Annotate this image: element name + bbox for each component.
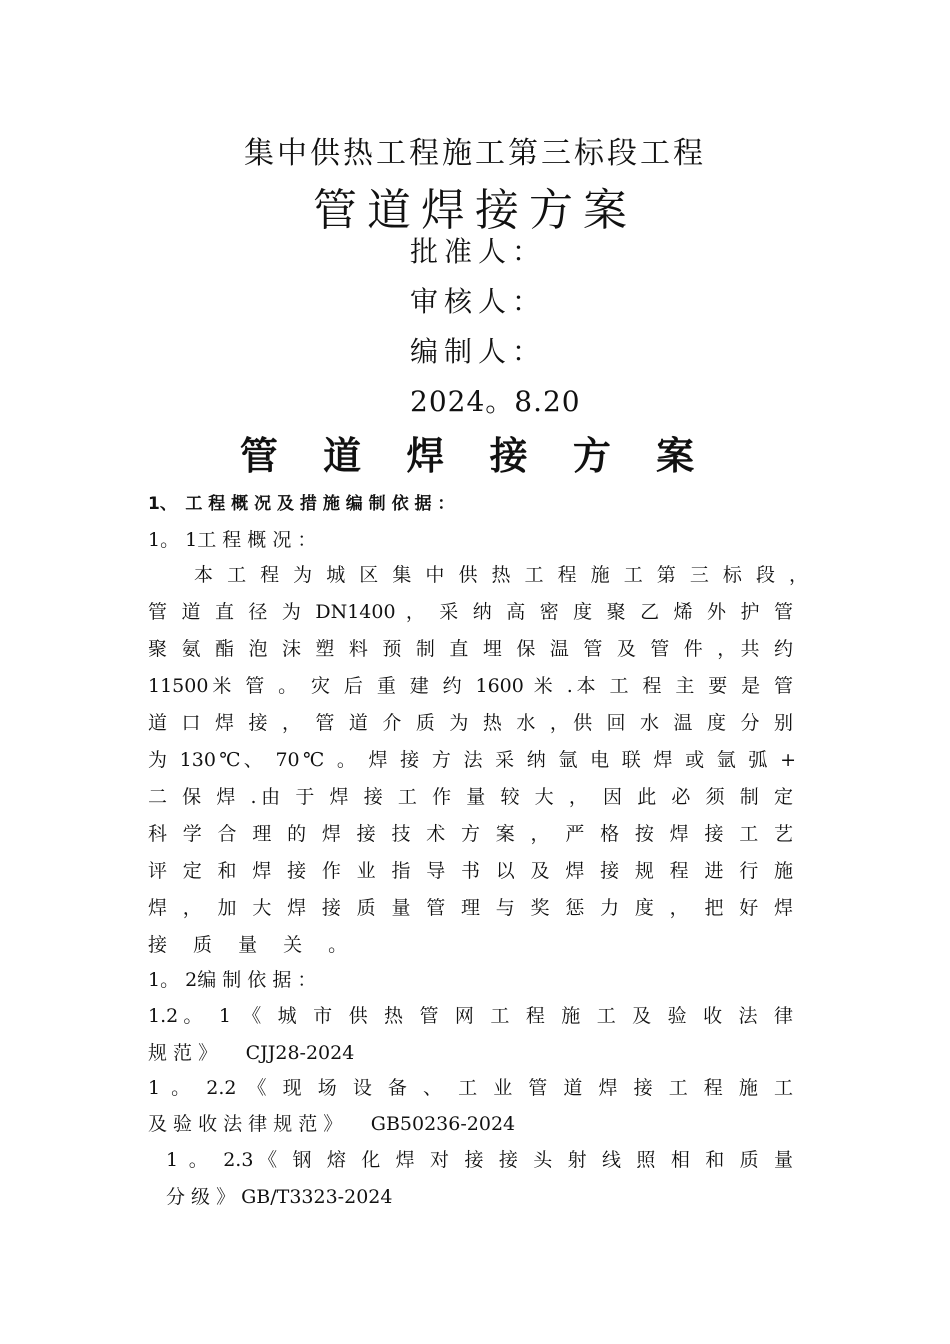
- body-line: 道 口 焊 接 ， 管 道 介 质 为 热 水 ，供 回 水 温 度 分 别: [148, 712, 793, 734]
- body-line: 焊 ， 加 大 焊 接 质 量 管 理 与 奖 惩 力 度 ， 把 好 焊: [148, 897, 793, 919]
- reference-line: 及 验 收 法 律 规 范 》 GB50236-2024: [148, 1113, 516, 1135]
- reference-line: 规 范 》 CJJ28-2024: [148, 1042, 355, 1064]
- body-line: 科 学 合 理 的 焊 接 技 术 方 案 ， 严 格 按 焊 接 工 艺: [148, 823, 793, 845]
- approver-label: 批准人：: [410, 235, 547, 268]
- reference-line: 1.2。 1 《 城 市 供 热 管 网 工 程 施 工 及 验 收 法 律: [148, 1005, 793, 1027]
- document-date: 2024。8.20: [410, 385, 581, 418]
- section-heading-1-1: 1。 1工 程 概 况 ：: [148, 529, 317, 551]
- editor-label: 编制人：: [410, 335, 547, 368]
- section-heading-1: 1、 工 程 概 况 及 措 施 编 制 依 据 ：: [148, 494, 455, 514]
- body-line: 聚 氨 酯 泡 沫 塑 料 预 制 直 埋 保 温 管 及 管 件 ，共 约: [148, 638, 793, 660]
- body-line: 为 130℃、 70℃ 。 焊 接 方 法 采 纳 氩 电 联 焊 或 氩 弧 +: [148, 749, 796, 771]
- reviewer-label: 审核人：: [410, 285, 547, 318]
- body-line: 本 工 程 为 城 区 集 中 供 热 工 程 施 工 第 三 标 段 ，: [148, 564, 808, 586]
- body-line: 评 定 和 焊 接 作 业 指 导 书 以 及 焊 接 规 程 进 行 施: [148, 860, 793, 882]
- reference-line: 1 。 2.2 《 现 场 设 备 、 工 业 管 道 焊 接 工 程 施 工: [148, 1077, 793, 1099]
- body-line: 二 保 焊 .由 于 焊 接 工 作 量 较 大 ， 因 此 必 须 制 定: [148, 786, 793, 808]
- project-title: 集中供热工程施工第三标段工程: [244, 136, 706, 171]
- body-line: 接 质 量 关 。: [148, 934, 358, 956]
- plan-title: 管道焊接方案: [313, 185, 637, 236]
- reference-line: 分 级 》 GB/T3323-2024: [166, 1186, 393, 1208]
- document-heading: 管 道 焊 接 方 案: [239, 434, 711, 478]
- reference-line: 1 。 2.3《 钢 熔 化 焊 对 接 接 头 射 线 照 相 和 质 量: [166, 1149, 793, 1171]
- body-line: 管 道 直 径 为 DN1400 ， 采 纳 高 密 度 聚 乙 烯 外 护 管: [148, 601, 793, 623]
- body-line: 11500米 管 。 灾 后 重 建 约 1600 米 .本 工 程 主 要 是 管: [148, 675, 793, 697]
- section-heading-1-2: 1。 2编 制 依 据 ：: [148, 969, 317, 991]
